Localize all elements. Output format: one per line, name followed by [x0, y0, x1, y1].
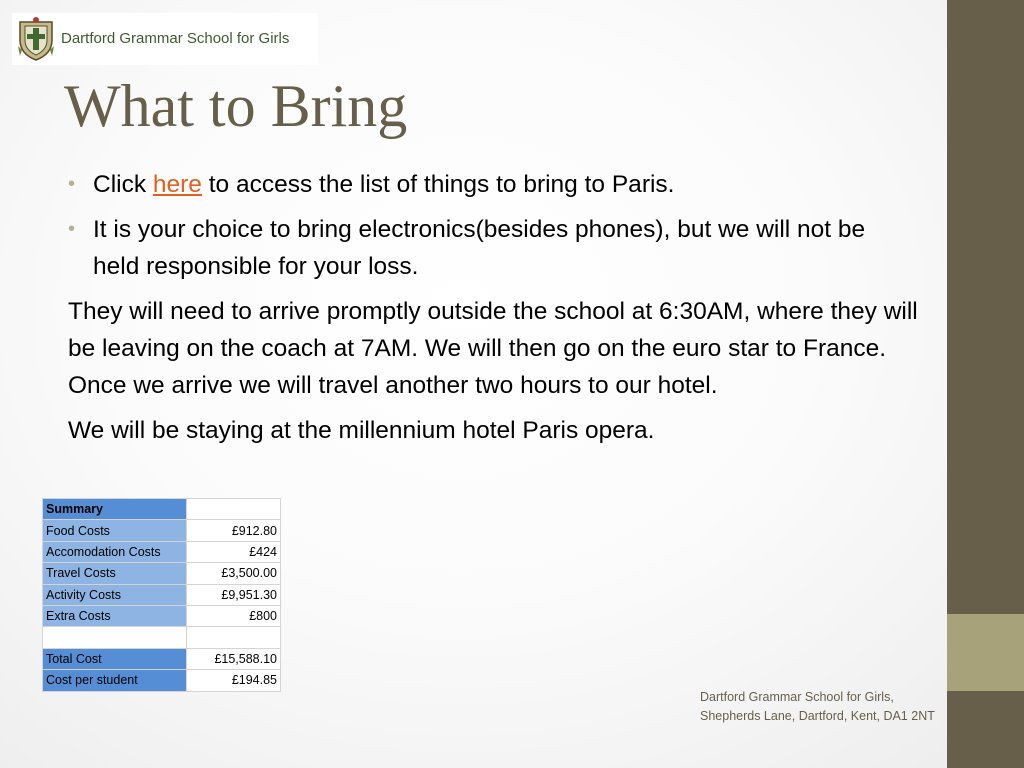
table-row — [43, 563, 281, 584]
bullet-icon: • — [68, 173, 76, 195]
table-header-cell: Summary — [43, 499, 187, 520]
cost-summary-table — [42, 498, 281, 692]
school-crest-icon — [16, 16, 56, 62]
bullet-text: to access the list of things to bring to Paris. — [201, 171, 675, 198]
slide-title: What to Bring — [64, 73, 408, 139]
table-row — [43, 520, 281, 541]
table-header-row — [43, 499, 281, 520]
right-accent-band — [947, 0, 1024, 768]
logo-text: Dartford Grammar School for Girls — [61, 30, 290, 47]
cost-value: £9,951.30 — [187, 584, 281, 605]
cost-label: Extra Costs — [43, 605, 187, 626]
bullet-list — [68, 166, 918, 285]
total-label: Total Cost — [43, 648, 187, 669]
table-total-row — [43, 648, 281, 669]
table-cell — [43, 627, 187, 648]
bullet-item — [68, 211, 918, 285]
cost-label: Activity Costs — [43, 584, 187, 605]
table-cell — [187, 499, 281, 520]
table-total-row — [43, 670, 281, 691]
table-row — [43, 605, 281, 626]
cost-label: Accomodation Costs — [43, 541, 187, 562]
cost-value: £424 — [187, 541, 281, 562]
bullet-text: Click — [93, 171, 153, 198]
cost-value: £800 — [187, 605, 281, 626]
cost-label: Travel Costs — [43, 563, 187, 584]
bullet-icon: • — [68, 218, 76, 240]
total-value: £15,588.10 — [187, 648, 281, 669]
cost-value: £912.80 — [187, 520, 281, 541]
total-value: £194.85 — [187, 670, 281, 691]
school-logo — [12, 13, 318, 65]
footer-address: Dartford Grammar School for Girls, Shepherds Lane, Dartford, Kent, DA1 2NT — [700, 690, 935, 723]
bullet-item — [68, 166, 918, 203]
bullet-text: It is your choice to bring electronics(besides phones), but we will not be held responsible for your loss. — [93, 216, 866, 280]
cost-label: Food Costs — [43, 520, 187, 541]
body-paragraph: We will be staying at the millennium hotel Paris opera. — [68, 417, 655, 444]
accent-square — [947, 614, 1024, 691]
table-row — [43, 541, 281, 562]
table-spacer-row — [43, 627, 281, 648]
slide-body — [68, 166, 918, 449]
total-label: Cost per student — [43, 670, 187, 691]
cost-value: £3,500.00 — [187, 563, 281, 584]
table-cell — [187, 627, 281, 648]
body-paragraph: They will need to arrive promptly outside the school at 6:30AM, where they will be leaving on the coach at 7AM. We will then go on the euro star to France. Once we arrive we will travel another two hours to our hotel. — [68, 298, 918, 399]
here-link[interactable]: here — [152, 171, 202, 198]
table-row — [43, 584, 281, 605]
